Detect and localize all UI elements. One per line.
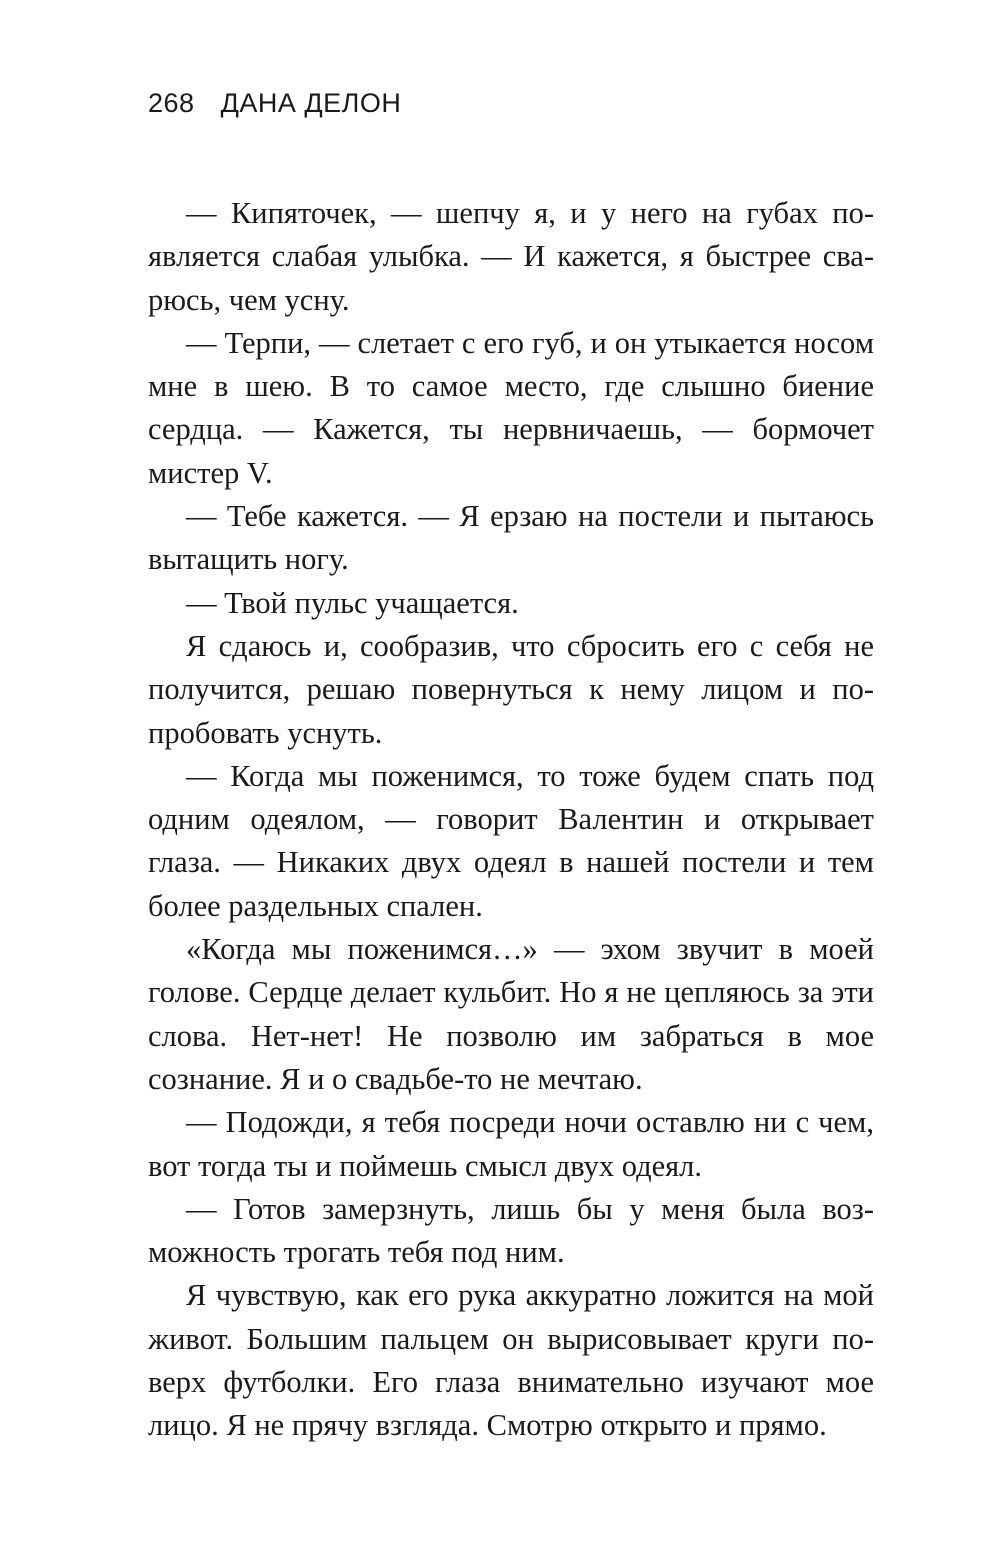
paragraph: Я сдаюсь и, сообразив, что сбросить его с себя не получится, решаю повернуться к нему лицом и попробовать уснуть. bbox=[148, 628, 874, 750]
paragraph: — Подожди, я тебя посреди ночи оставлю ни с чем, вот тогда ты и поймешь смысл двух одеял. bbox=[148, 1105, 874, 1183]
paragraph: — Твой пульс учащается. bbox=[186, 585, 519, 620]
body-text bbox=[148, 192, 874, 1448]
paragraph: — Терпи, — слетает с его губ, и он утыкается носом мне в шею. В то самое место, где слышно биение сердца. — Кажется, ты нервничаешь, — бормочет мистер V. bbox=[148, 325, 874, 490]
paragraph: — Готов замерзнуть, лишь бы у меня была возможность трогать тебя под ним. bbox=[148, 1191, 874, 1270]
running-head bbox=[148, 88, 401, 119]
page-number: 268 bbox=[148, 88, 195, 118]
paragraph: — Кипяточек, — шепчу я, и у него на губах появляется слабая улыбка. — И кажется, я быстрее сварюсь, чем усну. bbox=[148, 196, 874, 317]
paragraph: — Тебе кажется. — Я ерзаю на постели и пытаюсь вытащить ногу. bbox=[148, 499, 874, 577]
paragraph: — Когда мы поженимся, то тоже будем спать под одним одеялом, — говорит Валентин и открывает глаза. — Никаких двух одеял в нашей постели и тем более раздельных спален. bbox=[148, 758, 874, 923]
paragraph: «Когда мы поженимся…» — эхом звучит в моей голове. Сердце делает кульбит. Но я не цепляюсь за эти слова. Нет-нет! Не позволю им забраться в мое сознание. Я и о свадьбе-то не мечтаю. bbox=[148, 932, 874, 1096]
paragraph: Я чувствую, как его рука аккуратно ложится на мой живот. Большим пальцем он вырисовывает круги поверх футболки. Его глаза внимательно изучают мое лицо. Я не прячу взгляда. Смотрю открыто и прямо. bbox=[148, 1278, 874, 1443]
author-name: ДАНА ДЕЛОН bbox=[220, 88, 402, 118]
